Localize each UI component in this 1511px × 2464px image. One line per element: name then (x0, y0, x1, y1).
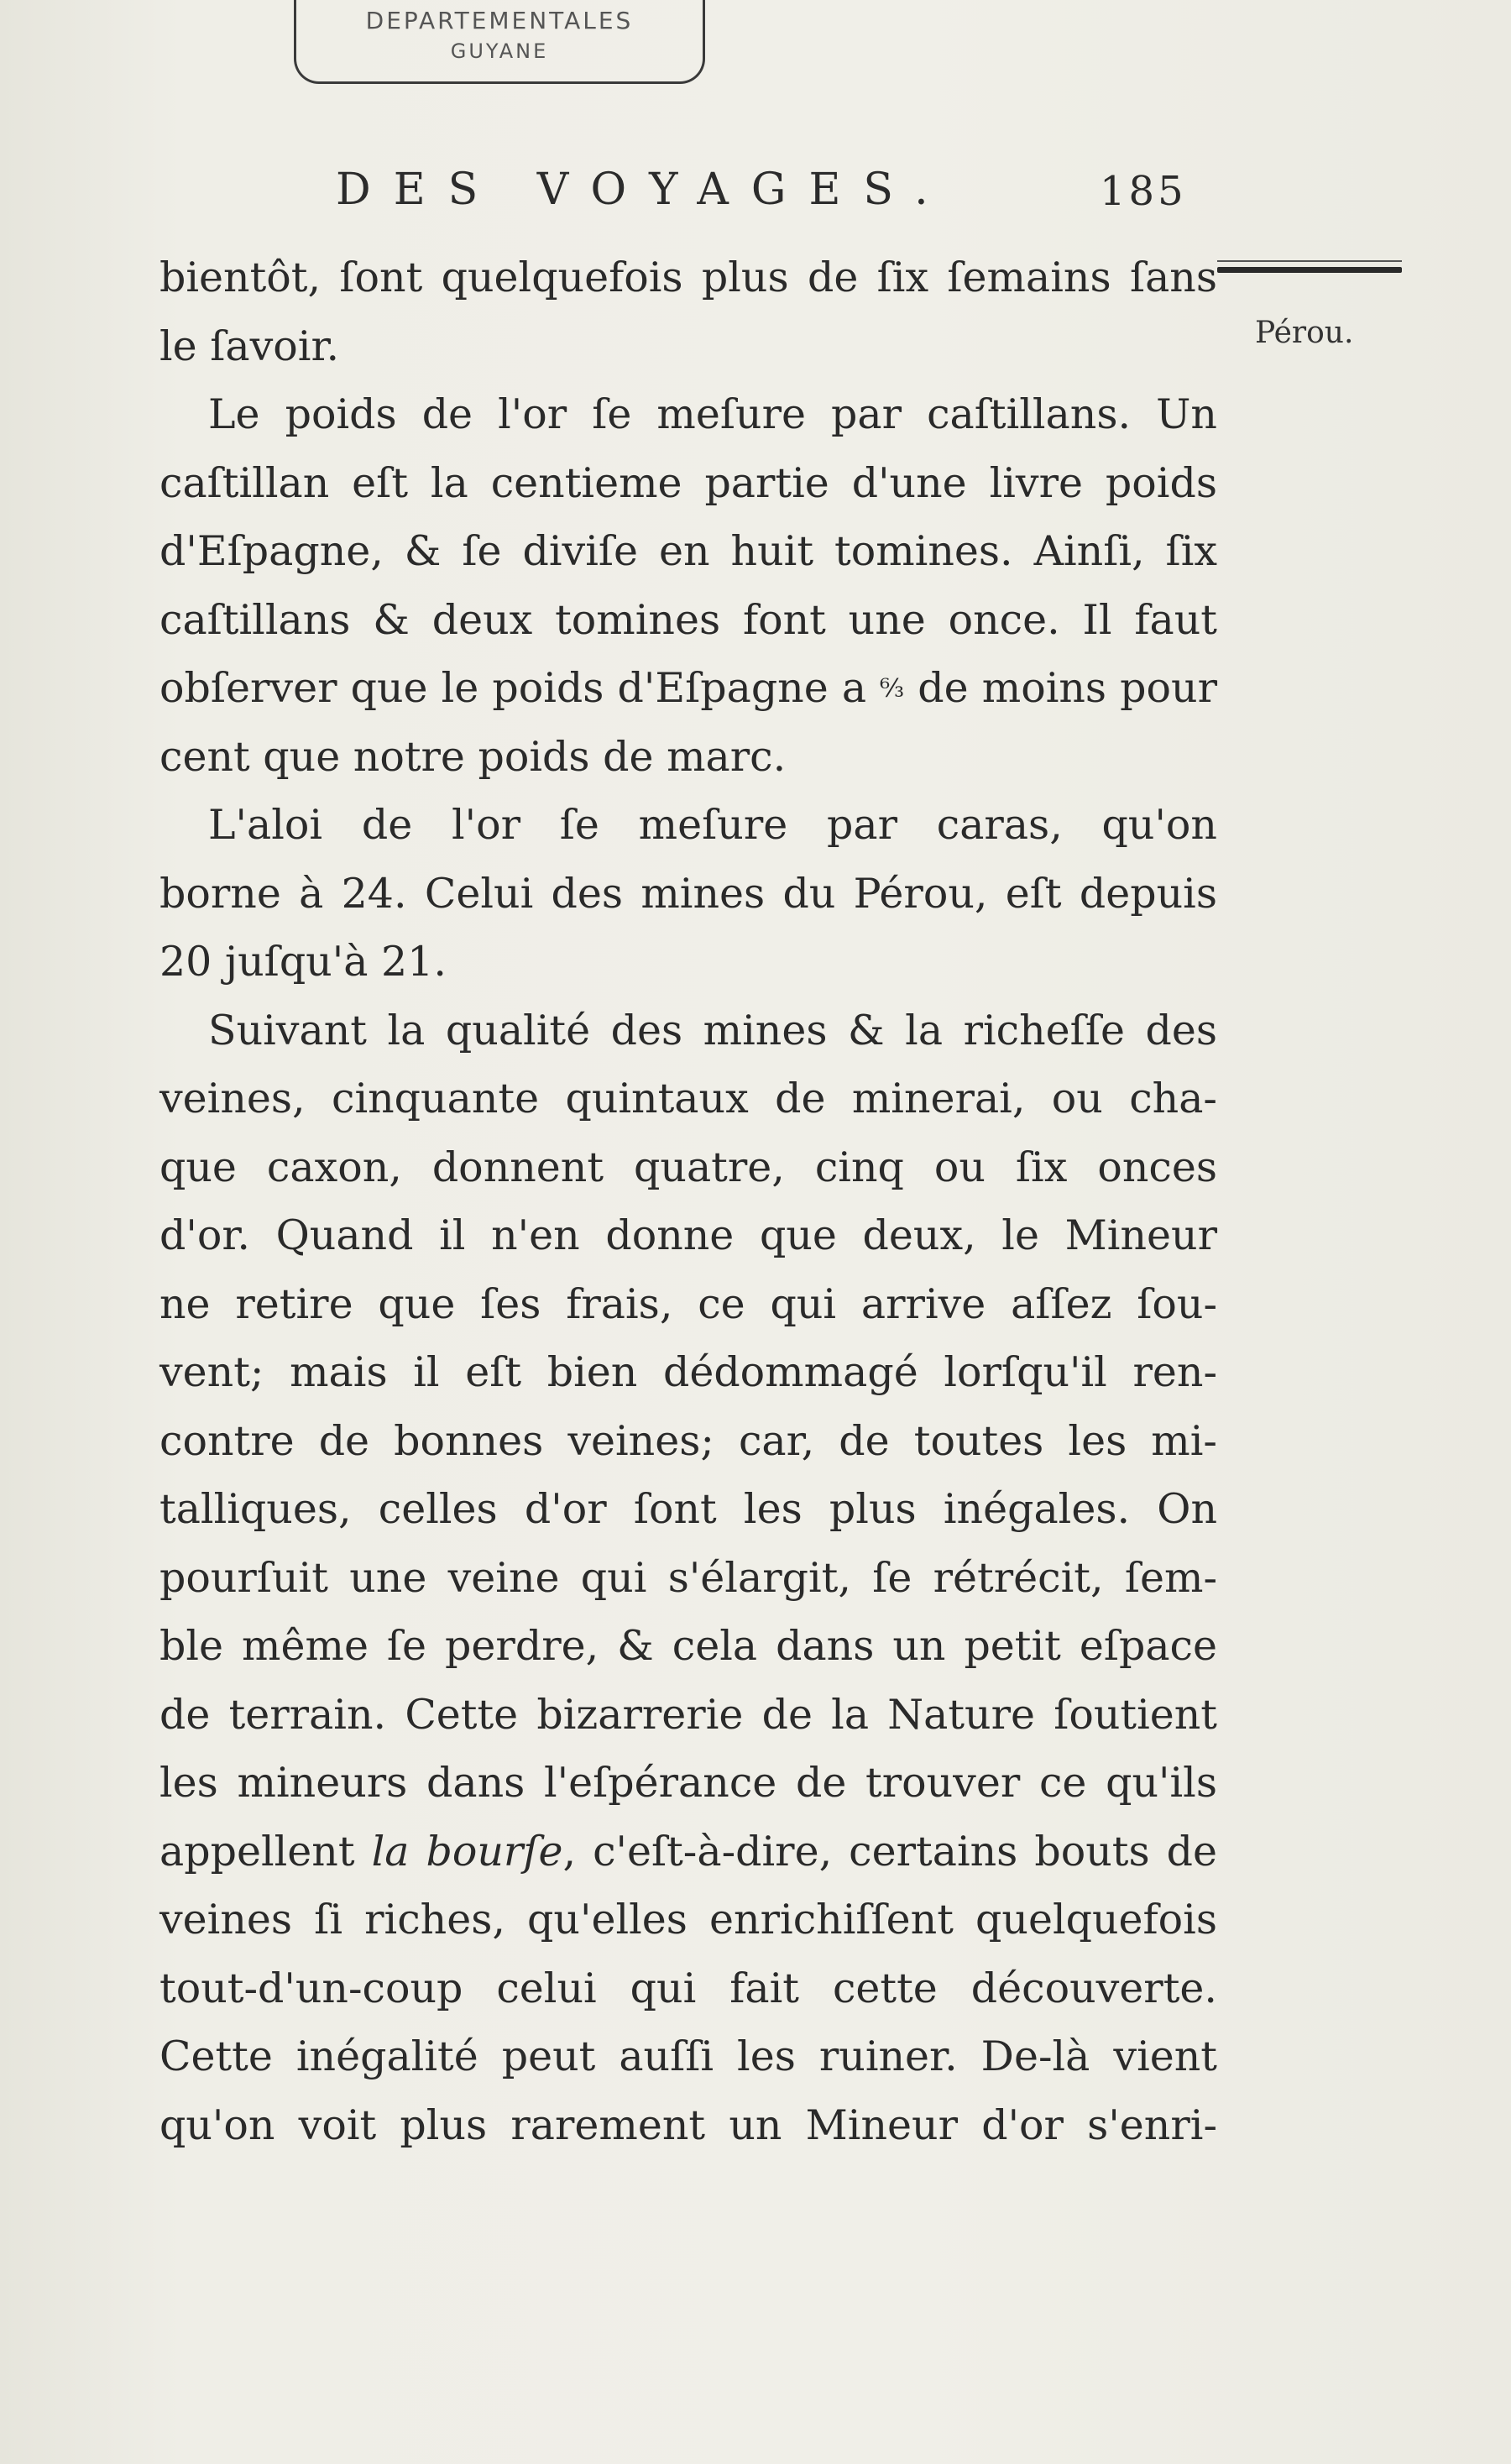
text-line: Le poids de l'or ſe meſure par caſtillans. Un (208, 390, 1217, 438)
text-line: vent; mais il eſt bien dédommagé lorſqu'il ren- (159, 1348, 1217, 1396)
text-line: caſtillan eſt la centieme partie d'une livre poids (159, 458, 1217, 507)
text-line: qu'on voit plus rarement un Mineur d'or s'enri- (159, 2100, 1217, 2149)
text-line: L'aloi de l'or ſe meſure par caras, qu'on (208, 801, 1217, 849)
running-head: DES VOYAGES. (336, 165, 951, 215)
text-line: Cette inégalité peut auſſi les ruiner. De-là vient (159, 2032, 1217, 2080)
text-line: ble même ſe perdre, & cela dans un petit eſpace (159, 1622, 1217, 1670)
italic-term: la bourſe (371, 1827, 563, 1875)
fraction: ⁶⁄₃ (880, 674, 905, 704)
text-line: veines ſi riches, qu'elles enrichiſſent quelquefois (159, 1896, 1217, 1943)
text-line: d'or. Quand il n'en donne que deux, le Mineur (159, 1211, 1217, 1259)
library-stamp (294, 0, 705, 84)
text-line: bientôt, ſont quelquefois plus de ſix ſemains ſans (159, 254, 1217, 301)
margin-rule (1217, 267, 1402, 273)
text-line: veines, cinquante quintaux de minerai, ou cha- (159, 1075, 1217, 1122)
margin-rule-thin (1217, 260, 1402, 262)
text-line: 20 juſqu'à 21. (159, 938, 447, 986)
text-line: Suivant la qualité des mines & la richeſſe des (208, 1006, 1217, 1054)
text-line: pourſuit une veine qui s'élargit, ſe rétrécit, ſem- (159, 1553, 1217, 1602)
text-segment: de moins pour (918, 664, 1218, 712)
text-line (159, 654, 1217, 723)
text-line: que caxon, donnent quatre, cinq ou ſix onces (159, 1143, 1217, 1191)
text-segment: obſerver que le poids d'Eſpagne a (159, 664, 867, 712)
text-segment: , c'eſt-à-dire, certains bouts de (562, 1827, 1217, 1875)
text-line: borne à 24. Celui des mines du Pérou, eſt depuis (159, 869, 1217, 918)
text-line: ne retire que ſes frais, ce qui arrive aſſez ſou- (159, 1279, 1217, 1328)
text-line: caſtillans & deux tomines font une once. Il faut (159, 595, 1217, 644)
text-line: tout-d'un-coup celui qui fait cette découverte. (159, 1964, 1217, 2012)
text-line: le ſavoir. (159, 322, 340, 370)
text-line: les mineurs dans l'eſpérance de trouver ce qu'ils (159, 1759, 1217, 1807)
text-line: d'Eſpagne, & ſe diviſe en huit tomines. Ainſi, ſix (159, 527, 1217, 575)
stamp-line-2: GUYANE (450, 39, 549, 63)
text-line: de terrain. Cette bizarrerie de la Nature ſoutient (159, 1690, 1217, 1739)
text-line: contre de bonnes veines; car, de toutes les mi- (159, 1416, 1217, 1465)
stamp-line-1: DEPARTEMENTALES (365, 7, 634, 34)
text-line: cent que notre poids de marc. (159, 732, 787, 781)
text-line: talliques, celles d'or ſont les plus inégales. On (159, 1485, 1217, 1533)
body-text (159, 243, 1217, 2159)
text-line (159, 1818, 1217, 1886)
margin-note: Pérou. (1255, 316, 1354, 350)
text-segment: appellent (159, 1827, 355, 1875)
page-number: 185 (1100, 168, 1187, 215)
